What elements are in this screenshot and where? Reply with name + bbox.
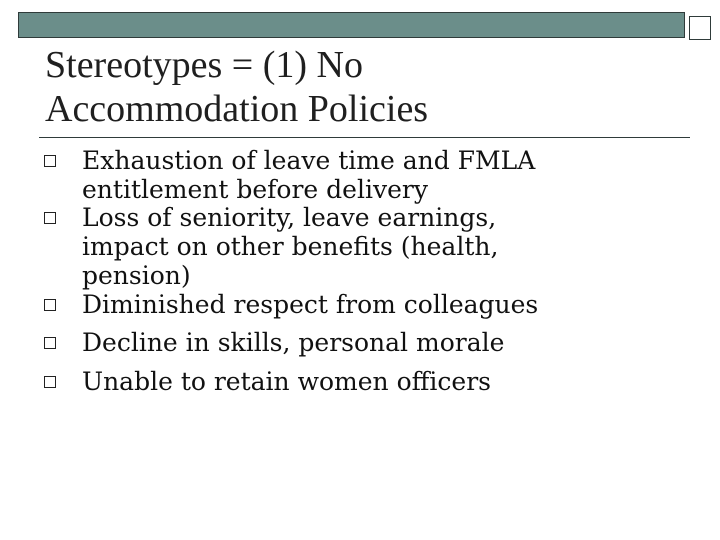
bullet-text-line: Diminished respect from colleagues [82,289,539,319]
bullet-text-line: pension) [82,260,191,290]
bullet-item-seniority-loss [44,204,684,290]
slide-title [45,43,665,131]
bullet-item-retention [44,368,684,397]
top-accent-bar [18,12,685,38]
top-accent-square [689,16,711,40]
slide-title-line-2: Accommodation Policies [45,88,429,130]
hollow-square-icon [44,212,56,224]
bullet-text-line: Decline in skills, personal morale [82,328,505,358]
title-divider [39,137,690,138]
bullet-item-diminished-respect [44,291,684,320]
hollow-square-icon [44,376,56,388]
bullet-text-line: Exhaustion of leave time and FMLA [82,146,536,175]
slide-title-line-1: Stereotypes = (1) No [45,44,363,86]
bullet-item-skills-decline [44,329,684,358]
bullet-text-line: impact on other benefits (health, [82,232,499,262]
hollow-square-icon [44,155,56,167]
bullet-item-leave-exhaustion [44,147,684,204]
bullet-text-line: entitlement before delivery [82,174,428,204]
bullet-list [44,147,684,397]
bullet-text-line: Unable to retain women officers [82,366,491,396]
bullet-text-line: Loss of seniority, leave earnings, [82,203,497,233]
hollow-square-icon [44,337,56,349]
hollow-square-icon [44,299,56,311]
